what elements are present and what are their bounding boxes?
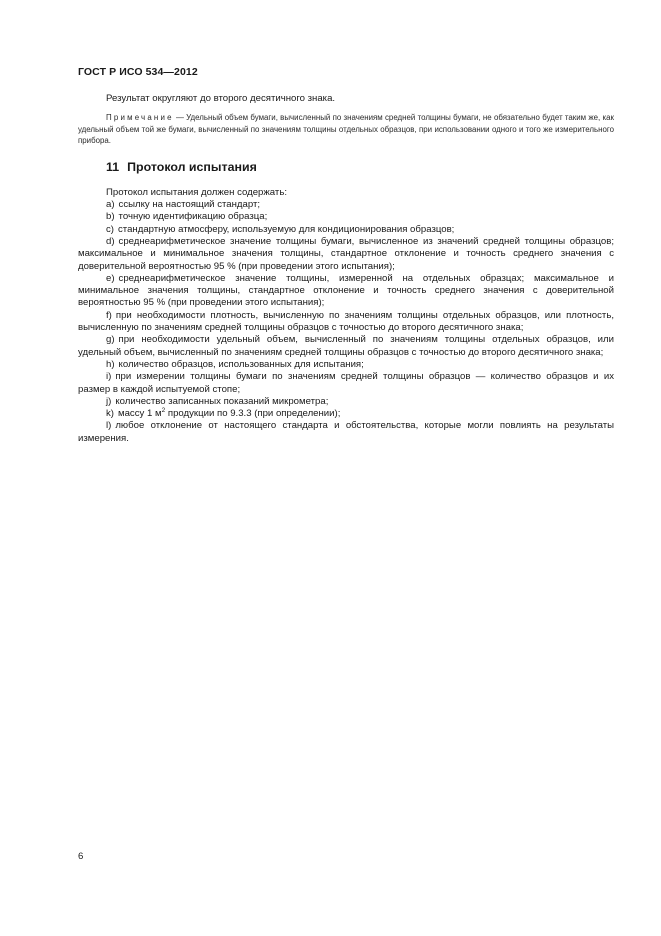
page-header: ГОСТ Р ИСО 534—2012 (78, 66, 198, 78)
page-content (78, 93, 614, 445)
list-item-a: a) ссылку на настоящий стандарт; (106, 199, 261, 211)
list-item-f: f) при необходимости плотность, вычисленную по значениям толщины отдельных образцов, или плотность, вычисленную по значениям средней толщины образцов с точностью до второго десятичного знака; (78, 309, 614, 334)
requirements-list (78, 199, 614, 445)
list-item-i: i) при измерении толщины бумаги по значениям средней толщины образцов — количество образцов и их размер в каждой испытуемой стопе; (78, 371, 614, 395)
section-title: Протокол испытания (127, 159, 257, 174)
note-text: — Удельный объем бумаги, вычисленный по значениям средней толщины бумаги, не обязательно будет таким же, как удельный объем той же бумаги, вычисленный по значениям толщины отдельных образцов, при использовании одного и того же измерительного прибора. (78, 113, 614, 146)
list-item-c: c) стандартную атмосферу, используемую для кондиционирования образцов; (106, 223, 455, 235)
list-item-e: e) среднеарифметическое значение толщины, измеренной на отдельных образцах; максимальное и минимальное значения толщины, стандартное отклонение и точность среднего значения с доверительной вероятностью 95 % (при проведении этого испытания); (78, 272, 614, 309)
list-item-l: l) любое отклонение от настоящего стандарта и обстоятельства, которые могли повлиять на результаты измерения. (78, 420, 614, 444)
result-paragraph: Результат округляют до второго десятичного знака. (106, 93, 336, 104)
list-item-j: j) количество записанных показаний микрометра; (106, 395, 329, 407)
list-item-b: b) точную идентификацию образца; (106, 211, 268, 223)
list-item-k: k) массу 1 $м^2$ продукции по 9.3.3 (при определении); (106, 406, 341, 420)
section-heading (106, 160, 614, 174)
note-paragraph (78, 112, 614, 147)
page-number: 6 (78, 851, 84, 862)
section-number: 11 (106, 159, 120, 174)
list-item-h: h) количество образцов, использованных для испытания; (106, 358, 364, 370)
list-item-g: g) при необходимости удельный объем, вычисленный по значениям толщины отдельных образцов, или удельный объем, вычисленный по значениям средней толщины образцов с точностью до второго десятичного знака; (78, 334, 614, 358)
section-intro: Протокол испытания должен содержать: (106, 186, 287, 198)
note-label: Примечание (106, 113, 174, 123)
list-item-d: d) среднеарифметическое значение толщины бумаги, вычисленное из значений средней толщины образцов; максимальное и минимальное значения толщины, стандартное отклонение и точность среднего значения с доверительной вероятностью 95 % (при проведении этого испытания); (78, 235, 614, 272)
